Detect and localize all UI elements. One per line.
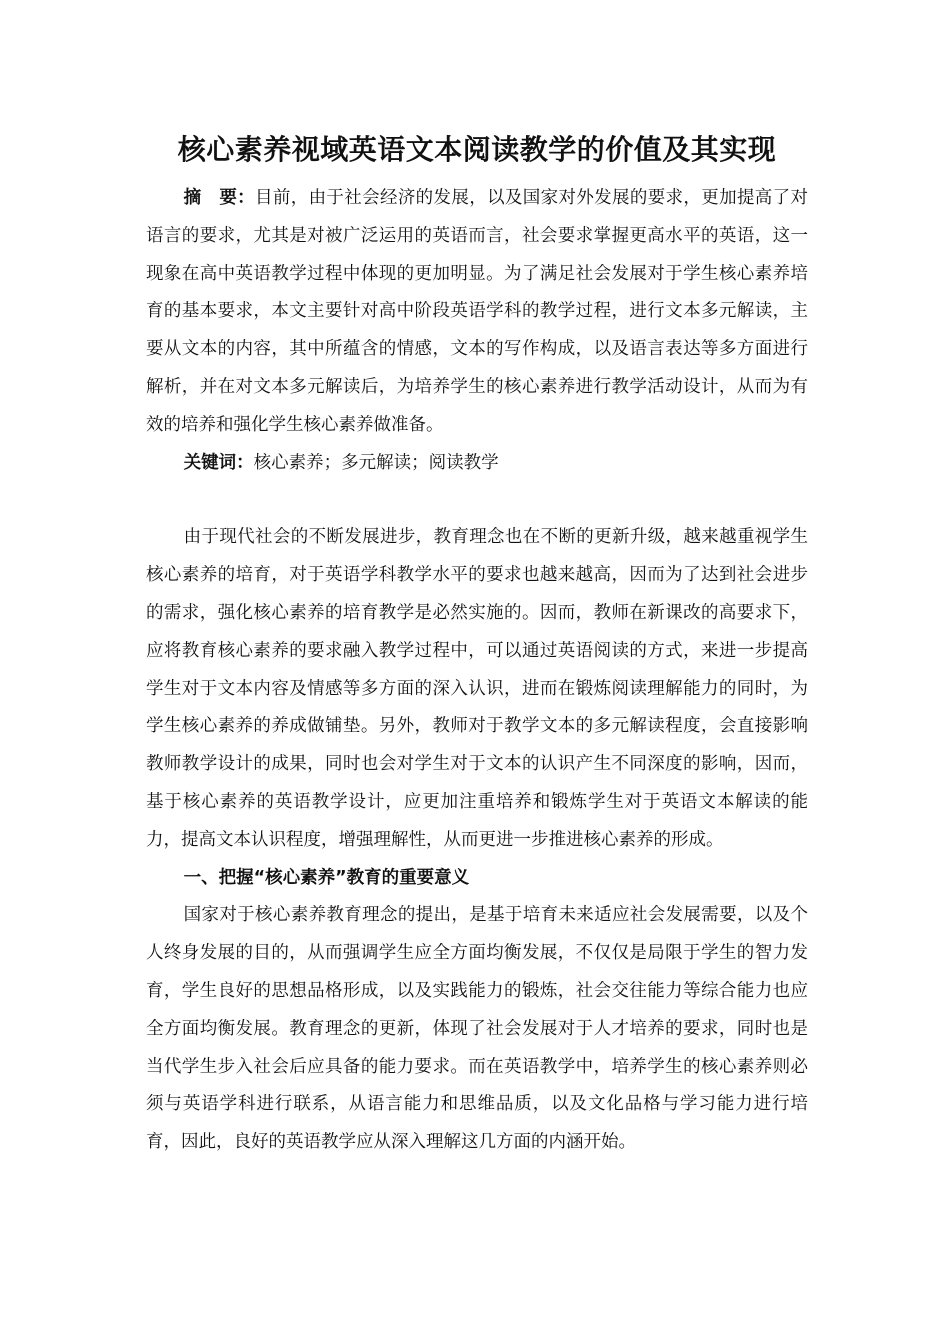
section-1-paragraph: 国家对于核心素养教育理念的提出，是基于培育未来适应社会发展需要，以及个人终身发展的目的，从而强调学生应全方面均衡发展，不仅仅是局限于学生的智力发育，学生良好的思想品格形成，以及实践能力的锻炼，社会交往能力等综合能力也应全方面均衡发展。教育理念的更新，体现了社会发展对于人才培养的要求，同时也是当代学生步入社会后应具备的能力要求。而在英语教学中，培养学生的核心素养则必须与英语学科进行联系，从语言能力和思维品质，以及文化品格与学习能力进行培育，因此，良好的英语教学应从深入理解这几方面的内涵开始。 xyxy=(146,905,808,1153)
keywords-label: 关键词： xyxy=(183,452,254,473)
section-gap xyxy=(146,482,808,519)
keywords-paragraph xyxy=(146,445,808,483)
abstract-paragraph xyxy=(146,180,808,445)
document-page xyxy=(146,128,808,1162)
abstract-label: 摘 要： xyxy=(183,188,256,208)
intro-paragraph: 由于现代社会的不断发展进步，教育理念也在不断的更新升级，越来越重视学生核心素养的培育，对于英语学科教学水平的要求也越来越高，因而为了达到社会进步的需求，强化核心素养的培育教学是必然实施的。因而，教师在新课改的高要求下，应将教育核心素养的要求融入教学过程中，可以通过英语阅读的方式，来进一步提高学生对于文本内容及情感等多方面的深入认识，进而在锻炼阅读理解能力的同时，为学生核心素养的养成做铺垫。另外，教师对于教学文本的多元解读程度，会直接影响教师教学设计的成果，同时也会对学生对于文本的认识产生不同深度的影响，因而，基于核心素养的英语教学设计，应更加注重培养和锻炼学生对于英语文本解读的能力，提高文本认识程度，增强理解性，从而更进一步推进核心素养的形成。 xyxy=(146,527,808,850)
paper-title: 核心素养视域英语文本阅读教学的价值及其实现 xyxy=(177,133,777,166)
section-1-heading: 一、把握“核心素养”教育的重要意义 xyxy=(183,867,470,888)
abstract-text: 目前，由于社会经济的发展，以及国家对外发展的要求，更加提高了对语言的要求，尤其是对被广泛运用的英语而言，社会要求掌握更高水平的英语，这一现象在高中英语教学过程中体现的更加明显。为了满足社会发展对于学生核心素养培育的基本要求，本文主要针对高中阶段英语学科的教学过程，进行文本多元解读，主要从文本的内容，其中所蕴含的情感，文本的写作构成，以及语言表达等多方面进行解析，并在对文本多元解读后，为培养学生的核心素养进行教学活动设计，从而为有效的培养和强化学生核心素养做准备。 xyxy=(146,188,809,435)
keywords-text: 核心素养；多元解读；阅读教学 xyxy=(253,452,499,473)
